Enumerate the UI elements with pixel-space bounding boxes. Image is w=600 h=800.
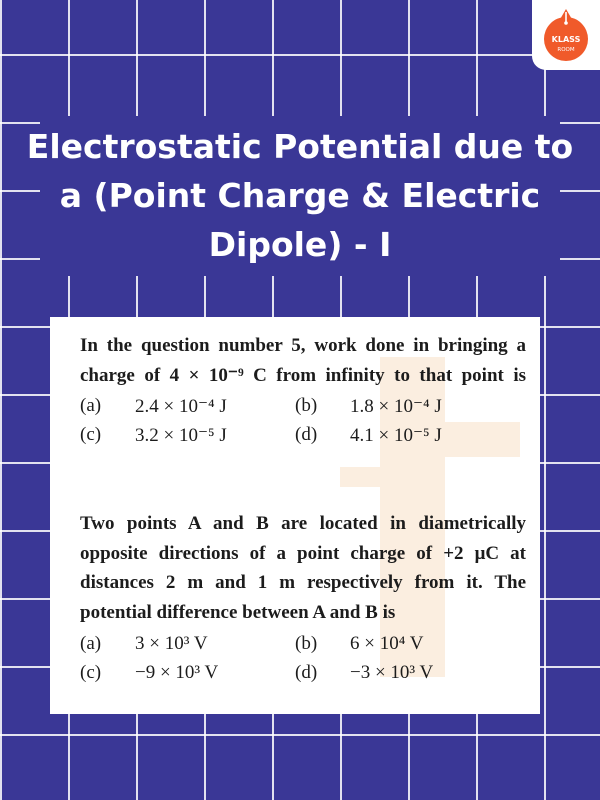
logo-text-line2: ROOM [557, 47, 575, 53]
question-1-options [80, 392, 526, 450]
page-title: Electrostatic Potential due to a (Point Charge & Electric Dipole) - I [26, 127, 574, 264]
option-key: (b) [295, 632, 318, 654]
option-d[interactable] [295, 424, 510, 447]
option-d[interactable] [295, 662, 510, 684]
option-a[interactable] [80, 395, 295, 418]
option-key: (d) [295, 424, 318, 445]
option-c[interactable] [80, 424, 295, 447]
option-key: (c) [80, 424, 102, 445]
option-value: 3.2 × 10⁻⁵ J [135, 425, 227, 446]
option-value: 3 × 10³ V [135, 632, 208, 654]
klassroom-logo-icon [541, 6, 591, 64]
option-key: (d) [295, 661, 318, 683]
option-c[interactable] [80, 662, 295, 684]
question-2-options [80, 629, 526, 687]
logo-text-line1: KLASS [551, 35, 581, 44]
option-value: 6 × 10⁴ V [350, 632, 424, 654]
option-value: 4.1 × 10⁻⁵ J [350, 425, 442, 446]
option-value: 2.4 × 10⁻⁴ J [135, 396, 227, 417]
question-1-stem: In the question number 5, work done in bringing a charge of 4 × 10⁻⁹ C from infinity to that point is [80, 335, 526, 386]
option-b[interactable] [295, 633, 510, 655]
question-2-stem: Two points A and B are located in diametrically opposite directions of a point charge of +2 μC at distances 2 m and 1 m respectively from it. The potential difference between A and B is [80, 513, 526, 623]
option-key: (a) [80, 395, 102, 416]
option-value: −9 × 10³ V [135, 661, 219, 683]
option-key: (a) [80, 632, 102, 654]
option-value: 1.8 × 10⁻⁴ J [350, 396, 442, 417]
question-1 [80, 331, 526, 450]
option-key: (b) [295, 395, 318, 416]
question-card [50, 317, 540, 714]
klassroom-logo [532, 0, 600, 70]
question-2 [80, 509, 526, 687]
option-a[interactable] [80, 633, 295, 655]
option-value: −3 × 10³ V [350, 661, 434, 683]
option-key: (c) [80, 661, 102, 683]
option-b[interactable] [295, 395, 510, 418]
